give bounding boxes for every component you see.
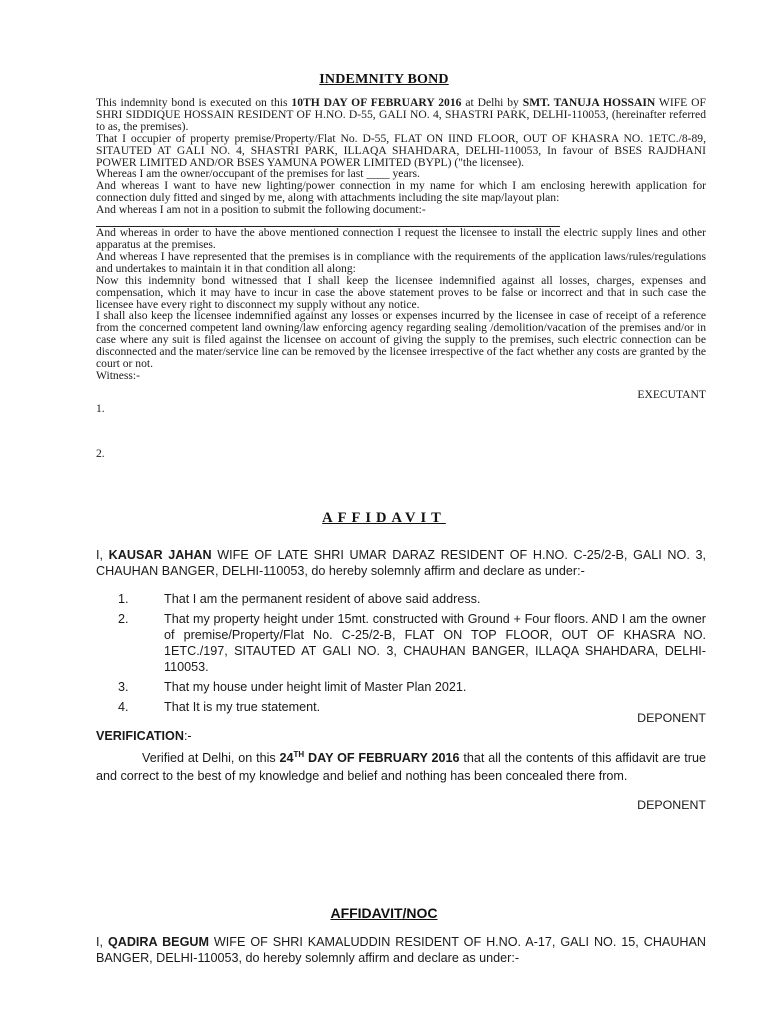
list-item-text: That It is my true statement.	[164, 700, 321, 714]
list-item-text: That my property height under 15mt. constructed with Ground + Four floors. AND I am the owner of premise/Property/Flat No. C-25/2-B, FLAT ON TOP FLOOR, OUT OF KHASRA NO. 1ETC./197, SITAUTED AT GALI NO. 3, CHAUHAN BANGER, ILLAQA SHAHDARA, DELHI-110053.	[164, 612, 706, 674]
bond-p1-text-3: WIFE OF SHRI SIDDIQUE HOSSAIN RESIDENT OF H.NO. D-55, GALI NO. 4, SHASTRI PARK, DELHI-110053, (hereinafter referred to as, the premises).	[96, 96, 706, 133]
verification-text-1: Verified at Delhi, on this	[142, 751, 280, 766]
bond-date: 10TH DAY OF FEBRUARY 2016	[291, 96, 462, 109]
bond-paragraph-3: Whereas I am the owner/occupant of the premises for last ____ years.	[96, 167, 420, 181]
bond-paragraph-2: That I occupier of property premise/Property/Flat No. D-55, FLAT ON IIND FLOOR, OUT OF KHASRA NO. 1ETC./8-89, SITAUTED AT GALI NO. 4, SHASTRI PARK, ILLAQA SHAHDARA, DELHI-110053, In favour of BSES RAJDHANI POWER LIMITED AND/OR BSES YAMUNA POWER LIMITED (BYPL) ("the licensee).	[96, 131, 706, 169]
list-item-number: 4.	[118, 700, 129, 714]
verification-day-suffix: TH	[293, 750, 305, 759]
bond-executant-name: SMT. TANUJA HOSSAIN	[522, 96, 656, 109]
affidavit-noc-title: AFFIDAVIT/NOC	[330, 905, 438, 921]
verification-day: 24	[279, 751, 294, 766]
witness-1-number: 1.	[96, 402, 105, 415]
bond-paragraph-7: And whereas I have represented that the premises is in compliance with the requirements of the application laws/rules/regulations and undertakes to maintain it in that condition all along:	[96, 249, 706, 275]
noc-intro-text-2: WIFE OF SHRI KAMALUDDIN RESIDENT OF H.NO. A-17, GALI NO. 15, CHAUHAN BANGER, DELHI-110053, do hereby solemnly affirm and declare as under:-	[96, 935, 707, 965]
list-item-text: That I am the permanent resident of above said address.	[164, 592, 481, 606]
bond-paragraph-6: And whereas in order to have the above mentioned connection I request the licensee to install the electric supply lines and other apparatus at the premises.	[96, 226, 706, 251]
verification-date: DAY OF FEBRUARY 2016	[304, 751, 460, 766]
noc-deponent-name: QADIRA BEGUM	[107, 935, 209, 949]
verification-suffix: :-	[183, 729, 192, 743]
verification-text	[96, 746, 706, 785]
witness-2-number: 2.	[96, 447, 105, 460]
indemnity-bond-title: INDEMNITY BOND	[319, 72, 449, 87]
affidavit-intro-text-2: WIFE OF LATE SHRI UMAR DARAZ RESIDENT OF H.NO. C-25/2-B, GALI NO. 3, CHAUHAN BANGER, DELHI-110053, do hereby solemnly affirm and declare as under:-	[96, 548, 706, 578]
affidavit-intro	[96, 547, 706, 579]
list-item-number: 1.	[118, 592, 129, 606]
list-item	[96, 591, 706, 607]
bond-paragraph-8: Now this indemnity bond witnessed that I shall keep the licensee indemnified against all losses, charges, expenses and compensation, which it may have to incur in case the above statement proves to be false or incorrect and that in such case the licensee have every right to disconnect my supply without any notice.	[96, 273, 706, 311]
executant-label: EXECUTANT	[637, 388, 706, 401]
deponent-label-1: DEPONENT	[637, 711, 706, 725]
bond-paragraph-5: And whereas I am not in a position to submit the following document:-	[96, 203, 426, 217]
verification-label: VERIFICATION	[96, 729, 184, 743]
list-item-number: 2.	[118, 612, 129, 626]
list-item	[96, 611, 706, 675]
list-item	[96, 699, 706, 715]
bond-paragraph-4: And whereas I want to have new lighting/power connection in my name for which I am enclosing herewith application for connection duly fitted and singed by me, along with attachments including the site map/layout plan:	[96, 179, 706, 205]
deponent-label-2: DEPONENT	[637, 798, 706, 812]
bond-paragraph-1	[96, 97, 706, 133]
verification-heading	[96, 729, 192, 743]
bond-p1-text: This indemnity bond is executed on this	[96, 96, 292, 109]
affidavit-title: AFFIDAVIT	[322, 510, 446, 526]
list-item-text: That my house under height limit of Master Plan 2021.	[164, 680, 467, 694]
list-item	[96, 679, 706, 695]
affidavit-intro-text: I,	[96, 548, 109, 562]
noc-intro-text: I,	[96, 935, 108, 949]
list-item-number: 3.	[118, 680, 129, 694]
affidavit-statement-list	[96, 591, 706, 719]
bond-paragraph-9: I shall also keep the licensee indemnified against any losses or expenses incurred by the licensee in case of receipt of a reference from the concerned competent land owning/law enforcing agency regarding sealing /demolition/vacation of the premises and/or in case where any suit is filed against the licensee on account of giving the supply to the premises, such electric connection can be disconnected and the mater/service line can be removed by the licensee irrespective of the fact whether any costs are granted by the court or not.	[96, 309, 707, 371]
noc-intro	[96, 934, 706, 966]
indemnity-bond-body	[96, 97, 706, 382]
verification-text-2: that all the contents of this affidavit are true and correct to the best of my knowledge and belief and nothing has been concealed there from.	[96, 751, 706, 784]
deponent-name: KAUSAR JAHAN	[108, 548, 212, 562]
witness-label: Witness:-	[96, 368, 140, 382]
bond-p1-text-2: at Delhi by	[461, 96, 523, 109]
